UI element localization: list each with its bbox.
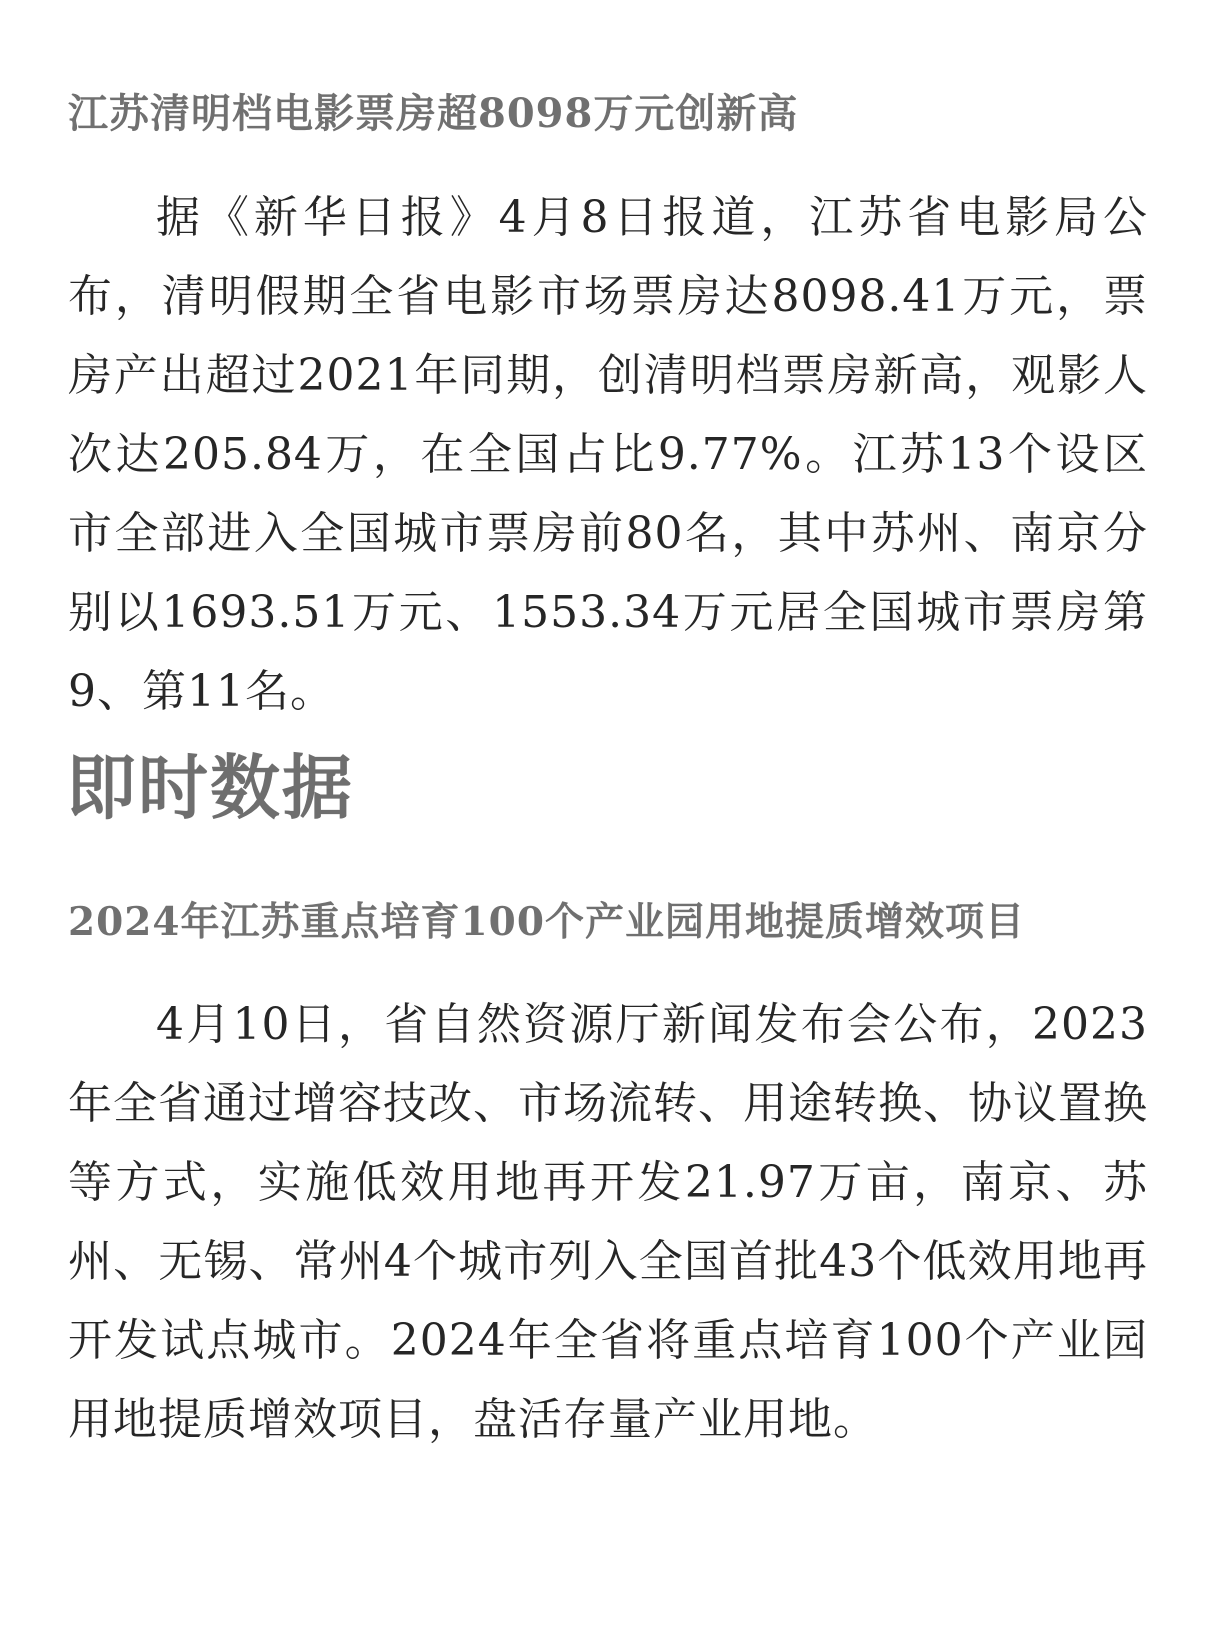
- article-1-headline: 江苏清明档电影票房超8098万元创新高: [68, 90, 799, 137]
- section-title: 即时数据: [66, 747, 354, 829]
- article-1-body: 据《新华日报》4月8日报道，江苏省电影局公布，清明假期全省电影市场票房达8098.41万元，票房产出超过2021年同期，创清明档票房新高，观影人次达205.84万，在全国占比9.77%。江苏13个设区市全部进入全国城市票房前80名，其中苏州、南京分别以1693.51万元、1553.34万元居全国城市票房第9、第11名。: [68, 192, 1148, 717]
- article-2-headline: 2024年江苏重点培育100个产业园用地提质增效项目: [68, 899, 1025, 945]
- article-2-body: 4月10日，省自然资源厅新闻发布会公布，2023年全省通过增容技改、市场流转、用途转换、协议置换等方式，实施低效用地再开发21.97万亩，南京、苏州、无锡、常州4个城市列入全国首批43个低效用地再开发试点城市。2024年全省将重点培育100个产业园用地提质增效项目，盘活存量产业用地。: [68, 999, 1148, 1445]
